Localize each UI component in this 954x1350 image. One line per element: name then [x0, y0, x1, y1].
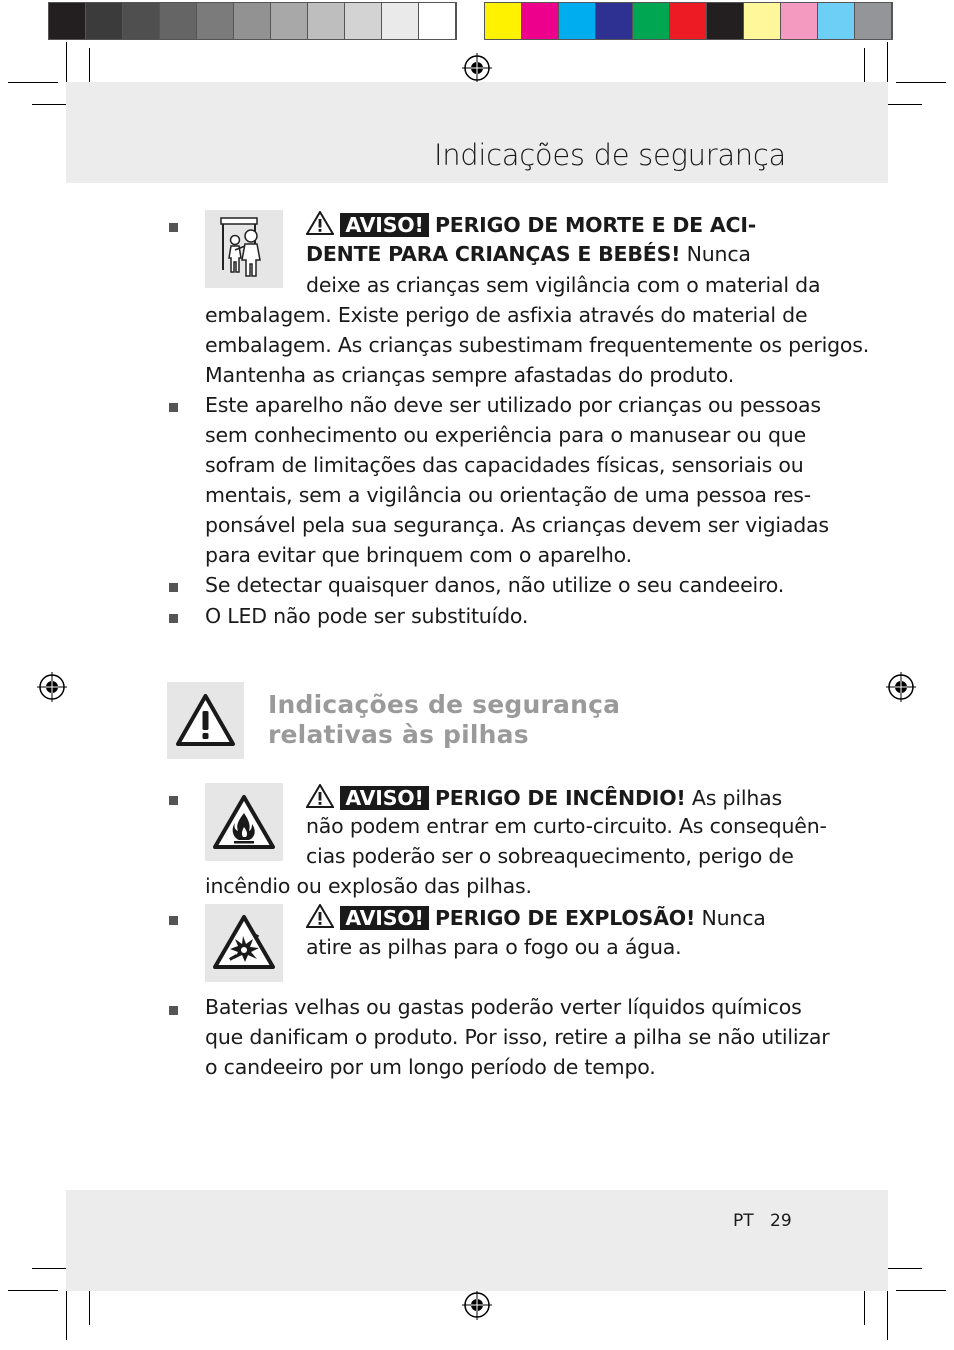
- aviso-label: AVISO!: [340, 786, 428, 810]
- page-number: 29: [770, 1211, 792, 1231]
- body-text: Mantenha as crianças sempre afastadas do produto.: [205, 363, 735, 387]
- body-text: o candeeiro por um longo período de tempo.: [205, 1055, 656, 1079]
- color-swatch: [670, 3, 707, 39]
- fire-warning-icon-box: [205, 783, 283, 861]
- warning-heading-line: [306, 242, 751, 266]
- registration-mark-icon: [462, 1290, 492, 1320]
- bullet: [169, 1006, 178, 1015]
- color-swatch: [382, 3, 419, 39]
- warning-triangle-icon: [306, 784, 334, 808]
- warning-triangle-icon: [306, 904, 334, 928]
- crop-mark: [896, 82, 946, 83]
- color-swatch: [86, 3, 123, 39]
- registration-mark-icon: [462, 53, 492, 83]
- warning-heading: PERIGO DE EXPLOSÃO!: [434, 906, 696, 930]
- color-swatch: [855, 3, 892, 39]
- body-text: que danificam o produto. Por isso, retire a pilha se não utilizar: [205, 1025, 830, 1049]
- color-swatch: [633, 3, 670, 39]
- body-text: Se detectar quaisquer danos, não utilize o seu candeeiro.: [205, 573, 785, 597]
- body-text: sem conhecimento ou experiência para o manusear ou que: [205, 423, 806, 447]
- body-text: embalagem. As crianças subestimam frequentemente os perigos.: [205, 333, 870, 357]
- color-swatch: [419, 3, 456, 39]
- child-warning-icon: [205, 210, 283, 288]
- crop-mark: [8, 1290, 58, 1291]
- aviso-label: AVISO!: [340, 906, 428, 930]
- bullet: [169, 403, 178, 412]
- crop-mark: [887, 1290, 888, 1340]
- section-warning-icon-box: [167, 682, 244, 759]
- language-code: PT: [733, 1211, 754, 1231]
- body-text: Baterias velhas ou gastas poderão verter líquidos químicos: [205, 995, 802, 1019]
- explosion-warning-icon-box: [205, 904, 283, 982]
- body-text: embalagem. Existe perigo de asfixia através do material de: [205, 303, 808, 327]
- crop-mark: [66, 1290, 67, 1340]
- color-calibration-bar: [484, 2, 893, 40]
- body-text: atire as pilhas para o fogo ou a água.: [306, 935, 682, 959]
- section-heading: relativas às pilhas: [268, 720, 529, 749]
- section-heading: Indicações de segurança: [268, 690, 621, 719]
- warning-heading: PERIGO DE MORTE E DE ACI-: [434, 213, 757, 237]
- color-swatch: [197, 3, 234, 39]
- color-swatch: [485, 3, 522, 39]
- warning-triangle-icon: [167, 682, 244, 759]
- color-swatch: [308, 3, 345, 39]
- body-text: As pilhas: [685, 786, 782, 810]
- explosion-hazard-icon: [205, 904, 283, 982]
- body-text: para evitar que brinquem com o aparelho.: [205, 543, 632, 567]
- body-text: mentais, sem a vigilância ou orientação de uma pessoa res-: [205, 483, 811, 507]
- warning-heading-line: [306, 211, 756, 237]
- bullet: [169, 583, 178, 592]
- color-swatch: [160, 3, 197, 39]
- fire-hazard-icon: [205, 783, 283, 861]
- body-text: incêndio ou explosão das pilhas.: [205, 874, 532, 898]
- crop-mark: [89, 1285, 90, 1325]
- color-swatch: [522, 3, 559, 39]
- body-text: cias poderão ser o sobreaquecimento, perigo de: [306, 844, 794, 868]
- grayscale-calibration-bar: [48, 2, 457, 40]
- warning-heading: DENTE PARA CRIANÇAS E BEBÉS!: [306, 242, 681, 266]
- color-swatch: [707, 3, 744, 39]
- warning-heading-line: [306, 784, 782, 810]
- body-text: O LED não pode ser substituído.: [205, 604, 529, 628]
- crop-mark: [864, 1285, 865, 1325]
- crop-mark: [882, 1268, 922, 1269]
- body-text: Este aparelho não deve ser utilizado por crianças ou pessoas: [205, 393, 821, 417]
- crop-mark: [66, 42, 67, 82]
- bullet: [169, 223, 178, 232]
- color-swatch: [123, 3, 160, 39]
- body-text: sofram de limitações das capacidades físicas, sensoriais ou: [205, 453, 804, 477]
- color-swatch: [818, 3, 855, 39]
- body-text: Nunca: [695, 906, 766, 930]
- color-swatch: [345, 3, 382, 39]
- color-swatch: [234, 3, 271, 39]
- crop-mark: [887, 42, 888, 82]
- page-title: Indicações de segurança: [433, 138, 786, 172]
- bullet: [169, 916, 178, 925]
- color-swatch: [271, 3, 308, 39]
- child-warning-icon-box: [205, 210, 283, 288]
- warning-heading: PERIGO DE INCÊNDIO!: [434, 786, 686, 810]
- crop-mark: [882, 104, 922, 105]
- registration-mark-icon: [886, 672, 916, 702]
- footer-band: [66, 1190, 888, 1291]
- body-text: deixe as crianças sem vigilância com o material da: [306, 273, 821, 297]
- crop-mark: [896, 1290, 946, 1291]
- body-text: ponsável pela sua segurança. As crianças devem ser vigiadas: [205, 513, 829, 537]
- color-swatch: [596, 3, 633, 39]
- bullet: [169, 614, 178, 623]
- color-swatch: [49, 3, 86, 39]
- aviso-label: AVISO!: [340, 213, 428, 237]
- color-swatch: [744, 3, 781, 39]
- registration-mark-icon: [37, 672, 67, 702]
- body-text: Nunca: [680, 242, 751, 266]
- crop-mark: [8, 82, 58, 83]
- warning-triangle-icon: [306, 211, 334, 235]
- color-swatch: [559, 3, 596, 39]
- color-swatch: [781, 3, 818, 39]
- warning-heading-line: [306, 904, 766, 930]
- bullet: [169, 796, 178, 805]
- body-text: não podem entrar em curto-circuito. As consequên-: [306, 814, 827, 838]
